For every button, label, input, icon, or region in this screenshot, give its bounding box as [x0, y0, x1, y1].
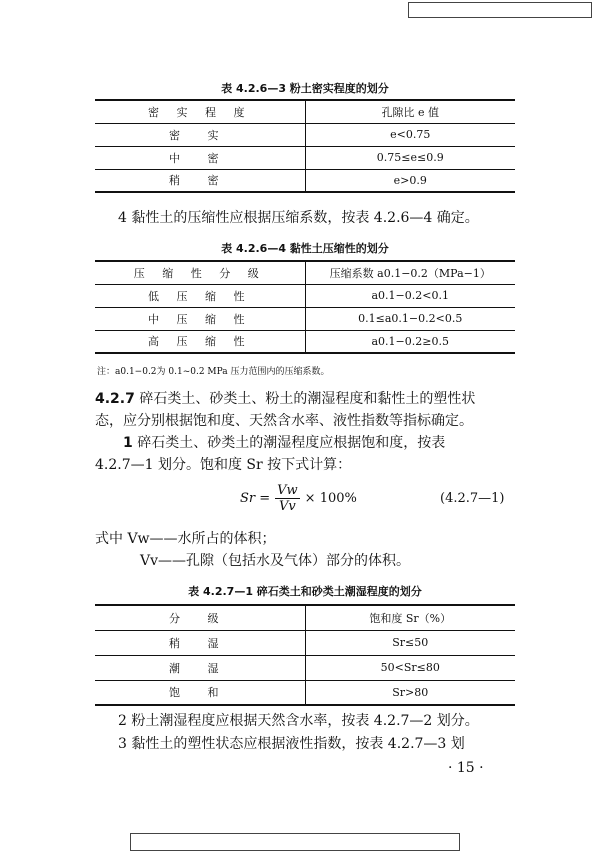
column-header: 压缩系数 a0.1−0.2（MPa−1） — [305, 261, 515, 284]
section-paragraph — [95, 388, 525, 432]
item-text: 碎石类土、砂类土的潮湿程度应根据饱和度，按表 — [132, 435, 446, 451]
table-cell: 50<Sr≤80 — [305, 655, 515, 680]
item-paragraph — [95, 432, 525, 476]
table-note: 注：a0.1−0.2为 0.1~0.2 MPa 压力范围内的压缩系数。 — [97, 367, 330, 377]
table-cell: 中 压 缩 性 — [95, 307, 305, 330]
formula-numerator: Vw — [277, 483, 298, 498]
table-cell: 密 实 — [95, 123, 305, 146]
paragraph: 4 黏性土的压缩性应根据压缩系数，按表 4.2.6—4 确定。 — [118, 210, 479, 226]
table-cell: a0.1−0.2<0.1 — [305, 284, 515, 307]
table-cell: e>0.9 — [305, 169, 515, 192]
formula-fraction — [275, 483, 300, 514]
table-cell: e<0.75 — [305, 123, 515, 146]
table-cell: Sr≤50 — [305, 630, 515, 655]
item-paragraph: 3 黏性土的塑性状态应根据液性指数，按表 4.2.7—3 划 — [118, 736, 465, 752]
silt-density-table — [95, 99, 515, 193]
moisture-table — [95, 604, 515, 706]
table-row — [95, 284, 515, 307]
table-row — [95, 123, 515, 146]
formula-denominator: Vv — [279, 499, 296, 514]
table-cell: 0.75≤e≤0.9 — [305, 146, 515, 169]
formula — [240, 483, 357, 514]
table-cell: Sr>80 — [305, 680, 515, 705]
definition-line: Vv——孔隙（包括水及气体）部分的体积。 — [140, 553, 411, 569]
table-caption: 表 4.2.7—1 碎石类土和砂类土潮湿程度的划分 — [188, 585, 422, 598]
definition-line: 式中 Vw——水所占的体积； — [95, 531, 276, 547]
table-cell: 0.1≤a0.1−0.2<0.5 — [305, 307, 515, 330]
item-paragraph: 2 粉土潮湿程度应根据天然含水率，按表 4.2.7—2 划分。 — [118, 713, 479, 729]
table-row — [95, 655, 515, 680]
column-header: 密 实 程 度 — [95, 100, 305, 123]
table-cell: a0.1−0.2≥0.5 — [305, 330, 515, 353]
section-text: 碎石类土、砂类土、粉土的潮湿程度和黏性土的塑性状 — [134, 391, 476, 407]
column-header: 孔隙比 e 值 — [305, 100, 515, 123]
table-row — [95, 630, 515, 655]
table-cell: 中 密 — [95, 146, 305, 169]
header-box — [408, 2, 592, 18]
table-row — [95, 307, 515, 330]
table-cell: 稍 湿 — [95, 630, 305, 655]
footer-box — [130, 833, 460, 851]
clay-compressibility-table — [95, 260, 515, 354]
table-caption: 表 4.2.6—3 粉土密实程度的划分 — [221, 82, 389, 95]
item-text: 4.2.7—1 划分。饱和度 Sr 按下式计算： — [95, 457, 352, 473]
table-cell: 饱 和 — [95, 680, 305, 705]
item-number: 1 — [123, 435, 133, 451]
column-header: 饱和度 Sr（%） — [305, 605, 515, 630]
column-header: 压 缩 性 分 级 — [95, 261, 305, 284]
section-number: 4.2.7 — [95, 391, 135, 407]
formula-rhs: × 100% — [304, 491, 357, 506]
table-cell: 低 压 缩 性 — [95, 284, 305, 307]
column-header: 分 级 — [95, 605, 305, 630]
table-row — [95, 680, 515, 705]
page-number: · 15 · — [448, 760, 484, 776]
table-cell: 高 压 缩 性 — [95, 330, 305, 353]
formula-lhs: Sr = — [240, 491, 271, 506]
table-cell: 潮 湿 — [95, 655, 305, 680]
equation-number: (4.2.7—1) — [440, 491, 505, 506]
table-caption: 表 4.2.6—4 黏性土压缩性的划分 — [221, 242, 389, 255]
table-row — [95, 146, 515, 169]
table-row — [95, 169, 515, 192]
table-cell: 稍 密 — [95, 169, 305, 192]
table-row — [95, 330, 515, 353]
section-text: 态，应分别根据饱和度、天然含水率、液性指数等指标确定。 — [95, 413, 473, 429]
